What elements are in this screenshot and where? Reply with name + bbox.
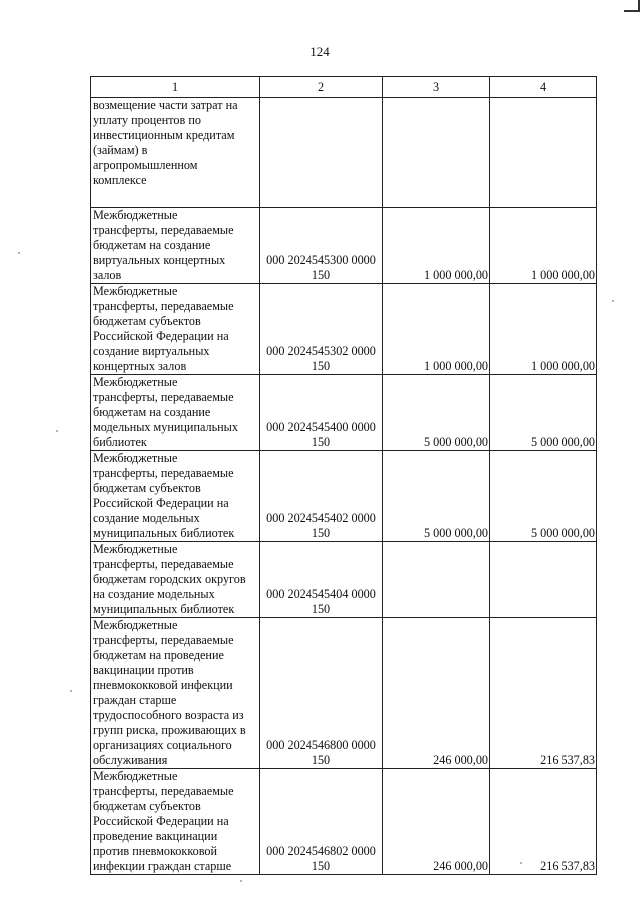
scan-speck [520, 862, 522, 864]
corner-scan-mark [624, 0, 640, 12]
row-name-cell: Межбюджетные трансферты, передаваемые бюджетам субъектов Российской Федерации на создание модельных муниципальных библиотек [91, 451, 260, 542]
row-code-cell: 000 2024545404 0000 150 [260, 542, 383, 618]
row-value-3-cell [383, 98, 490, 208]
row-value-3-cell: 1 000 000,00 [383, 284, 490, 375]
column-header-3: 3 [383, 77, 490, 98]
row-value-4-cell: 216 537,83 [490, 769, 597, 875]
row-name-cell: Межбюджетные трансферты, передаваемые бюджетам на создание виртуальных концертных залов [91, 208, 260, 284]
page-number: 124 [310, 44, 330, 59]
row-name-cell: возмещение части затрат на уплату процентов по инвестиционным кредитам (займам) в агропромышленном комплексе [91, 98, 260, 208]
row-name-cell: Межбюджетные трансферты, передаваемые бюджетам городских округов на создание модельных муниципальных библиотек [91, 542, 260, 618]
row-name-cell: Межбюджетные трансферты, передаваемые бюджетам субъектов Российской Федерации на создание виртуальных концертных залов [91, 284, 260, 375]
row-code-cell: 000 2024546802 0000 150 [260, 769, 383, 875]
row-value-4-cell: 5 000 000,00 [490, 375, 597, 451]
row-value-4-cell [490, 98, 597, 208]
table-row [91, 98, 597, 208]
budget-table [90, 76, 597, 875]
row-value-3-cell: 246 000,00 [383, 769, 490, 875]
column-header-1: 1 [91, 77, 260, 98]
row-value-4-cell: 5 000 000,00 [490, 451, 597, 542]
row-name-cell: Межбюджетные трансферты, передаваемые бюджетам на создание модельных муниципальных библиотек [91, 375, 260, 451]
row-code-cell: 000 2024546800 0000 150 [260, 618, 383, 769]
column-header-4: 4 [490, 77, 597, 98]
scan-speck [612, 300, 614, 302]
row-value-4-cell: 1 000 000,00 [490, 208, 597, 284]
column-header-2: 2 [260, 77, 383, 98]
scan-speck [70, 690, 72, 692]
row-code-cell: 000 2024545402 0000 150 [260, 451, 383, 542]
row-value-4-cell: 216 537,83 [490, 618, 597, 769]
table-row [91, 451, 597, 542]
row-value-3-cell: 5 000 000,00 [383, 375, 490, 451]
row-value-4-cell [490, 542, 597, 618]
row-value-3-cell: 246 000,00 [383, 618, 490, 769]
table-row [91, 208, 597, 284]
scan-speck [18, 252, 20, 254]
row-code-cell: 000 2024545300 0000 150 [260, 208, 383, 284]
row-code-cell [260, 98, 383, 208]
table-row [91, 542, 597, 618]
scan-speck [56, 430, 58, 432]
table-row [91, 618, 597, 769]
row-value-3-cell [383, 542, 490, 618]
row-value-3-cell: 1 000 000,00 [383, 208, 490, 284]
table-row [91, 375, 597, 451]
row-code-cell: 000 2024545400 0000 150 [260, 375, 383, 451]
row-code-cell: 000 2024545302 0000 150 [260, 284, 383, 375]
table-header-row [91, 77, 597, 98]
table-row [91, 769, 597, 875]
row-value-3-cell: 5 000 000,00 [383, 451, 490, 542]
row-value-4-cell: 1 000 000,00 [490, 284, 597, 375]
scan-speck [240, 880, 242, 882]
row-name-cell: Межбюджетные трансферты, передаваемые бюджетам на проведение вакцинации против пневмококковой инфекции граждан старше трудоспособного возраста из групп риска, проживающих в организациях социального обслуживания [91, 618, 260, 769]
row-name-cell: Межбюджетные трансферты, передаваемые бюджетам субъектов Российской Федерации на проведение вакцинации против пневмококковой инфекции граждан старше [91, 769, 260, 875]
table-row [91, 284, 597, 375]
